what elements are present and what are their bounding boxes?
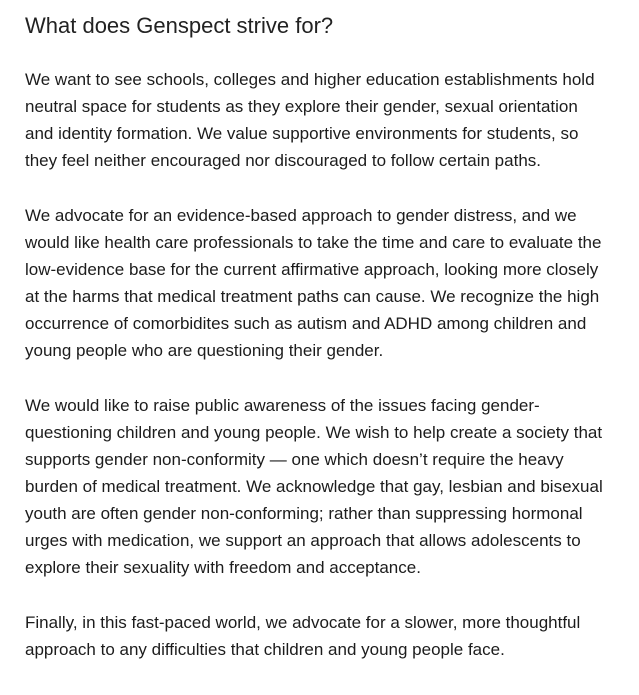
paragraph-evidence-based-approach bbox=[25, 202, 625, 364]
paragraph-line: We would like to raise public awareness of the issues facing gender- bbox=[25, 396, 540, 415]
paragraph-line: low-evidence base for the current affirmative approach, looking more closely bbox=[25, 260, 599, 279]
paragraph-line: youth are often gender non-conforming; rather than suppressing hormonal bbox=[25, 504, 583, 523]
paragraph-line: explore their sexuality with freedom and acceptance. bbox=[25, 558, 421, 577]
paragraph-line: burden of medical treatment. We acknowledge that gay, lesbian and bisexual bbox=[25, 477, 603, 496]
paragraph-line: occurrence of comorbidites such as autism and ADHD among children and bbox=[25, 314, 587, 333]
paragraph-line: We advocate for an evidence-based approach to gender distress, and we bbox=[25, 206, 577, 225]
page-title: What does Genspect strive for? bbox=[25, 13, 334, 38]
paragraph-line: at the harms that medical treatment paths can cause. We recognize the high bbox=[25, 287, 600, 306]
paragraph-line: would like health care professionals to take the time and care to evaluate the bbox=[25, 233, 602, 252]
paragraph-line: neutral space for students as they explore their gender, sexual orientation bbox=[25, 97, 578, 116]
paragraph-line: Finally, in this fast-paced world, we advocate for a slower, more thoughtful bbox=[25, 613, 581, 632]
paragraph-line: they feel neither encouraged nor discouraged to follow certain paths. bbox=[25, 151, 541, 170]
paragraph-line: urges with medication, we support an approach that allows adolescents to bbox=[25, 531, 581, 550]
paragraph-line: questioning children and young people. We wish to help create a society that bbox=[25, 423, 603, 442]
paragraph-public-awareness bbox=[25, 392, 625, 581]
paragraph-conclusion bbox=[25, 609, 625, 663]
paragraph-line: young people who are questioning their gender. bbox=[25, 341, 384, 360]
paragraph-schools bbox=[25, 66, 625, 174]
article-body bbox=[25, 66, 625, 663]
paragraph-line: and identity formation. We value supportive environments for students, so bbox=[25, 124, 579, 143]
paragraph-line: supports gender non-conformity — one which doesn’t require the heavy bbox=[25, 450, 564, 469]
paragraph-line: approach to any difficulties that children and young people face. bbox=[25, 640, 505, 659]
paragraph-line: We want to see schools, colleges and higher education establishments hold bbox=[25, 70, 595, 89]
